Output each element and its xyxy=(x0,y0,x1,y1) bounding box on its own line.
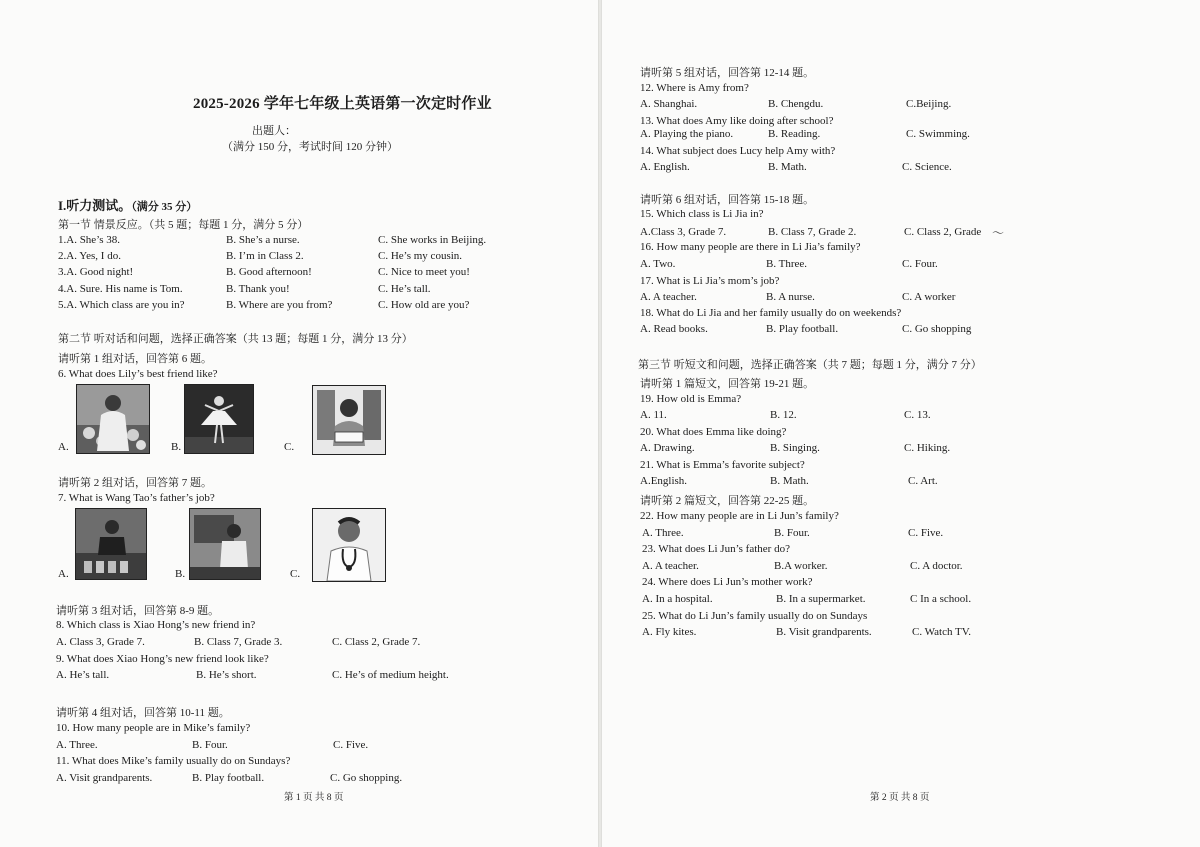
q11-option-a: A. Visit grandparents. xyxy=(56,772,153,784)
q23-option-a: A. A teacher. xyxy=(642,560,699,572)
q7-label-c: C. xyxy=(290,568,301,580)
q18-question: 18. What do Li Jia and her family usually do on weekends? xyxy=(640,307,902,319)
q25-question: 25. What do Li Jun’s family usually do on Sundays xyxy=(642,610,868,622)
q23-option-b: B.A worker. xyxy=(774,560,828,572)
q6-image-c-girl-reading xyxy=(312,385,386,455)
q4-option-c: C. He’s tall. xyxy=(378,283,431,295)
q1-option-b: B. She’s a nurse. xyxy=(226,234,300,246)
q13-question: 13. What does Amy like doing after school? xyxy=(640,115,834,127)
q10-option-c: C. Five. xyxy=(333,739,369,751)
q21-question: 21. What is Emma’s favorite subject? xyxy=(640,459,805,471)
q13-option-c: C. Swimming. xyxy=(906,128,970,140)
q15-option-c: C. Class 2, Grade xyxy=(904,226,982,238)
q25-option-b: B. Visit grandparents. xyxy=(776,626,872,638)
q14-question: 14. What subject does Lucy help Amy with? xyxy=(640,145,836,157)
q10-question: 10. How many people are in Mike’s family? xyxy=(56,722,251,734)
q18-option-a: A. Read books. xyxy=(640,323,708,335)
group6-heading: 请听第 6 组对话，回答第 15-18 题。 xyxy=(640,194,815,206)
group1-heading: 请听第 1 组对话，回答第 6 题。 xyxy=(58,353,212,365)
q19-question: 19. How old is Emma? xyxy=(640,393,742,405)
q19-option-c: C. 13. xyxy=(904,409,931,421)
q2-option-a: 2.A. Yes, I do. xyxy=(58,250,121,262)
q15-question: 15. Which class is Li Jia in? xyxy=(640,208,764,220)
q1-option-c: C. She works in Beijing. xyxy=(378,234,487,246)
q15-option-a: A.Class 3, Grade 7. xyxy=(640,226,727,238)
passage2-heading: 请听第 2 篇短文，回答第 22-25 题。 xyxy=(640,495,815,507)
q16-option-c: C. Four. xyxy=(902,258,938,270)
page-footer: 第 2 页 共 8 页 xyxy=(870,793,930,803)
part3-heading: 第三节 听短文和问题，选择正确答案（共 7 题；每题 1 分，满分 7 分） xyxy=(638,359,982,371)
q11-question: 11. What does Mike’s family usually do on Sundays? xyxy=(56,755,291,767)
q7-image-a-factory-worker xyxy=(75,508,147,580)
q25-option-c: C. Watch TV. xyxy=(912,626,972,638)
q7-image-b-teacher xyxy=(189,508,261,580)
q9-option-a: A. He’s tall. xyxy=(56,669,110,681)
q8-question: 8. Which class is Xiao Hong’s new friend in? xyxy=(56,619,256,631)
q10-option-b: B. Four. xyxy=(192,739,228,751)
q18-option-c: C. Go shopping xyxy=(902,323,972,335)
q19-option-b: B. 12. xyxy=(770,409,797,421)
q22-question: 22. How many people are in Li Jun’s family? xyxy=(640,510,839,522)
q25-option-a: A. Fly kites. xyxy=(642,626,697,638)
q4-option-a: 4.A. Sure. His name is Tom. xyxy=(58,283,183,295)
author-label: 出题人： xyxy=(252,125,296,137)
q13-option-a: A. Playing the piano. xyxy=(640,128,734,140)
section-title: I.听力测试。 xyxy=(58,198,132,213)
q17-option-c: C. A worker xyxy=(902,291,956,303)
q7-label-b: B. xyxy=(175,568,186,580)
page-footer: 第 1 页 共 8 页 xyxy=(284,793,344,803)
q3-option-c: C. Nice to meet you! xyxy=(378,266,470,278)
q14-option-b: B. Math. xyxy=(768,161,807,173)
q22-option-b: B. Four. xyxy=(774,527,810,539)
q6-question: 6. What does Lily’s best friend like? xyxy=(58,368,218,380)
q12-question: 12. Where is Amy from? xyxy=(640,82,749,94)
q22-option-c: C. Five. xyxy=(908,527,944,539)
q5-option-a: 5.A. Which class are you in? xyxy=(58,299,185,311)
q6-label-a: A. xyxy=(58,441,69,453)
q6-label-b: B. xyxy=(171,441,182,453)
q24-option-a: A. In a hospital. xyxy=(642,593,713,605)
part2-heading: 第二节 听对话和问题，选择正确答案（共 13 题；每题 1 分，满分 13 分） xyxy=(58,333,413,345)
q9-option-c: C. He’s of medium height. xyxy=(332,669,449,681)
q24-option-c: C In a school. xyxy=(910,593,972,605)
q14-option-a: A. English. xyxy=(640,161,690,173)
exam-info: （满分 150 分，考试时间 120 分钟） xyxy=(222,141,398,153)
q22-option-a: A. Three. xyxy=(642,527,684,539)
q23-question: 23. What does Li Jun’s father do? xyxy=(642,543,790,555)
q20-question: 20. What does Emma like doing? xyxy=(640,426,787,438)
passage1-heading: 请听第 1 篇短文，回答第 19-21 题。 xyxy=(640,378,815,390)
q24-option-b: B. In a supermarket. xyxy=(776,593,866,605)
q11-option-b: B. Play football. xyxy=(192,772,265,784)
q12-option-b: B. Chengdu. xyxy=(768,98,824,110)
q12-option-c: C.Beijing. xyxy=(906,98,952,110)
q18-option-b: B. Play football. xyxy=(766,323,839,335)
q3-option-b: B. Good afternoon! xyxy=(226,266,312,278)
q1-option-a: 1.A. She’s 38. xyxy=(58,234,121,246)
q7-label-a: A. xyxy=(58,568,69,580)
q5-option-b: B. Where are you from? xyxy=(226,299,333,311)
q4-option-b: B. Thank you! xyxy=(226,283,290,295)
q6-image-a-girl-with-flowers xyxy=(76,384,150,454)
group3-heading: 请听第 3 组对话，回答第 8-9 题。 xyxy=(56,605,220,617)
q24-question: 24. Where does Li Jun’s mother work? xyxy=(642,576,813,588)
q17-option-b: B. A nurse. xyxy=(766,291,815,303)
q21-option-b: B. Math. xyxy=(770,475,809,487)
part1-heading: 第一节 情景反应。（共 5 题；每题 1 分，满分 5 分） xyxy=(58,219,309,231)
q20-option-a: A. Drawing. xyxy=(640,442,695,454)
section-heading xyxy=(58,195,197,214)
q20-option-b: B. Singing. xyxy=(770,442,820,454)
q23-option-c: C. A doctor. xyxy=(910,560,963,572)
q8-option-b: B. Class 7, Grade 3. xyxy=(194,636,283,648)
q12-option-a: A. Shanghai. xyxy=(640,98,698,110)
q7-image-c-doctor xyxy=(312,508,386,582)
q16-option-a: A. Two. xyxy=(640,258,676,270)
page-1 xyxy=(0,0,598,847)
ink-mark: 〜 xyxy=(992,226,1005,240)
q21-option-a: A.English. xyxy=(640,475,688,487)
page-2 xyxy=(602,0,1200,847)
q9-option-b: B. He’s short. xyxy=(196,669,257,681)
q16-question: 16. How many people are there in Li Jia’s family? xyxy=(640,241,861,253)
group2-heading: 请听第 2 组对话，回答第 7 题。 xyxy=(58,477,212,489)
q19-option-a: A. 11. xyxy=(640,409,667,421)
q17-option-a: A. A teacher. xyxy=(640,291,697,303)
exam-title: 2025-2026 学年七年级上英语第一次定时作业 xyxy=(193,96,492,112)
section-score: （满分 35 分） xyxy=(131,201,198,213)
q13-option-b: B. Reading. xyxy=(768,128,821,140)
q15-option-b: B. Class 7, Grade 2. xyxy=(768,226,857,238)
q8-option-a: A. Class 3, Grade 7. xyxy=(56,636,145,648)
q6-label-c: C. xyxy=(284,441,295,453)
q16-option-b: B. Three. xyxy=(766,258,808,270)
q5-option-c: C. How old are you? xyxy=(378,299,470,311)
q20-option-c: C. Hiking. xyxy=(904,442,951,454)
q17-question: 17. What is Li Jia’s mom’s job? xyxy=(640,275,780,287)
q6-image-b-ballet-dancer xyxy=(184,384,254,454)
group4-heading: 请听第 4 组对话，回答第 10-11 题。 xyxy=(56,707,230,719)
q3-option-a: 3.A. Good night! xyxy=(58,266,134,278)
q14-option-c: C. Science. xyxy=(902,161,952,173)
q21-option-c: C. Art. xyxy=(908,475,938,487)
q8-option-c: C. Class 2, Grade 7. xyxy=(332,636,421,648)
group5-heading: 请听第 5 组对话，回答第 12-14 题。 xyxy=(640,67,815,79)
q7-question: 7. What is Wang Tao’s father’s job? xyxy=(58,492,215,504)
q10-option-a: A. Three. xyxy=(56,739,98,751)
q9-question: 9. What does Xiao Hong’s new friend look like? xyxy=(56,653,269,665)
q2-option-c: C. He’s my cousin. xyxy=(378,250,463,262)
q11-option-c: C. Go shopping. xyxy=(330,772,403,784)
q2-option-b: B. I’m in Class 2. xyxy=(226,250,304,262)
